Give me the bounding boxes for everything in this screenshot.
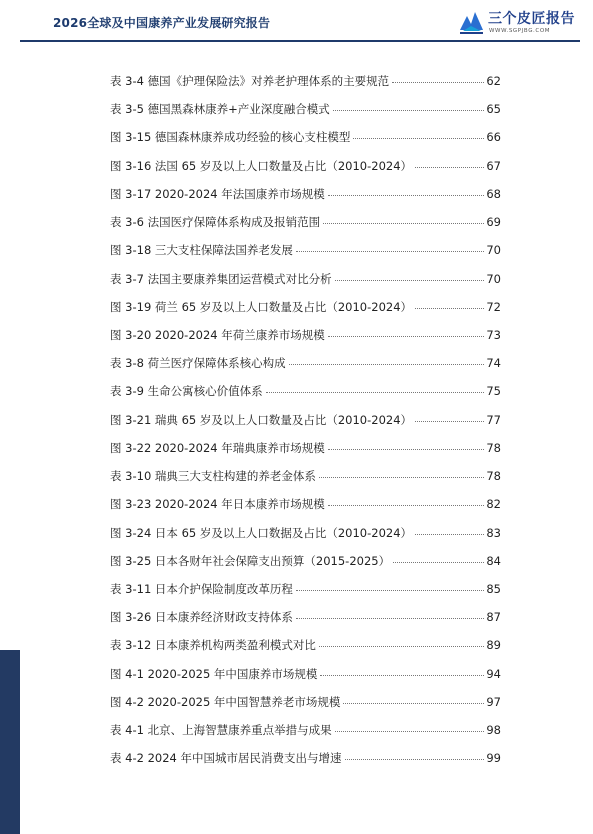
toc-leader-dots [320,674,484,676]
toc-entry-label: 图 3-18 三大支柱保障法国养老发展 [110,243,293,258]
toc-entry-page: 65 [486,102,501,117]
toc-leader-dots [319,645,484,647]
toc-entry-label: 图 3-16 法国 65 岁及以上人口数量及占比（2010-2024） [110,158,413,173]
toc-entry-page: 98 [486,723,501,738]
brand-logo [457,6,585,36]
left-margin [0,44,20,650]
toc-entry-page: 62 [486,74,501,88]
logo-url: WWW.SGPJBG.COM [489,28,551,34]
toc-entry[interactable] [110,101,501,129]
toc-leader-dots [319,476,484,478]
toc-entry[interactable] [110,581,501,609]
toc-entry-page: 78 [486,469,501,484]
toc-entry-page: 66 [486,130,501,145]
toc-leader-dots [415,533,484,535]
toc-entry[interactable] [110,158,501,186]
toc-entry-page: 67 [486,158,501,173]
page-header [0,0,593,44]
toc-leader-dots [343,702,484,704]
toc-leader-dots [415,420,484,422]
toc-entry-page: 74 [486,356,501,371]
toc-leader-dots [328,335,485,337]
toc-entry[interactable] [110,242,501,270]
toc-entry-label: 表 3-11 日本介护保险制度改革历程 [110,581,293,596]
toc-entry-label: 图 3-17 2020-2024 年法国康养市场规模 [110,186,325,201]
toc-entry-label: 图 3-19 荷兰 65 岁及以上人口数量及占比（2010-2024） [110,299,413,314]
toc-entry-page: 87 [486,610,501,625]
toc-entry[interactable] [110,666,501,694]
toc-entry[interactable] [110,468,501,496]
toc-entry-page: 78 [486,440,501,455]
toc-leader-dots [415,166,484,168]
toc-entry-page: 94 [486,666,501,681]
toc-entry-page: 69 [486,215,501,230]
toc-entry[interactable] [110,496,501,524]
toc-leader-dots [392,81,484,83]
logo-name: 三个皮匠报告 [488,11,575,27]
toc-entry-label: 图 3-23 2020-2024 年日本康养市场规模 [110,497,325,512]
toc-entry-page: 83 [486,525,501,540]
toc-leader-dots [335,279,485,281]
toc-entry-label: 表 3-10 瑞典三大支柱构建的养老金体系 [110,469,316,484]
toc-entry-page: 97 [486,694,501,709]
toc-entry[interactable] [110,299,501,327]
toc-entry-label: 图 3-20 2020-2024 年荷兰康养市场规模 [110,327,325,342]
toc-entry-label: 图 4-2 2020-2025 年中国智慧养老市场规模 [110,694,341,709]
toc-leader-dots [289,363,485,365]
toc-leader-dots [328,448,485,450]
toc-entry-label: 表 3-8 荷兰医疗保障体系核心构成 [110,356,286,371]
header-rule [20,40,580,42]
toc-leader-dots [296,250,484,252]
toc-entry-label: 表 3-5 德国黑森林康养+产业深度融合模式 [110,102,330,117]
toc-entry-page: 84 [486,553,501,568]
toc-entry-page: 99 [486,751,501,766]
toc-entry-label: 表 3-12 日本康养机构两类盈利模式对比 [110,638,316,653]
toc-entry-label: 表 3-4 德国《护理保险法》对养老护理体系的主要规范 [110,74,390,88]
toc-leader-dots [415,307,484,309]
toc-leader-dots [328,504,485,506]
toc-entry[interactable] [110,694,501,722]
toc-entry[interactable] [110,73,501,101]
toc-entry-label: 图 3-25 日本各财年社会保障支出预算（2015-2025） [110,553,391,568]
left-accent-bar [0,650,20,834]
toc-list [110,73,501,778]
toc-entry[interactable] [110,750,501,778]
toc-entry-label: 图 3-15 德国森林康养成功经验的核心支柱模型 [110,130,351,145]
toc-entry-page: 72 [486,299,501,314]
toc-entry[interactable] [110,355,501,383]
toc-leader-dots [335,730,485,732]
toc-leader-dots [345,758,485,760]
toc-leader-dots [296,617,484,619]
toc-entry-label: 表 3-6 法国医疗保障体系构成及报销范围 [110,215,321,230]
toc-leader-dots [393,561,484,563]
toc-entry-label: 表 4-2 2024 年中国城市居民消费支出与增速 [110,751,342,766]
toc-entry-page: 89 [486,638,501,653]
toc-entry[interactable] [110,383,501,411]
toc-entry-label: 表 4-1 北京、上海智慧康养重点举措与成果 [110,723,332,738]
toc-entry[interactable] [110,186,501,214]
toc-leader-dots [333,109,485,111]
toc-entry[interactable] [110,609,501,637]
toc-entry[interactable] [110,553,501,581]
toc-entry-page: 82 [486,497,501,512]
toc-entry[interactable] [110,214,501,242]
toc-entry-page: 77 [486,412,501,427]
toc-entry-page: 75 [486,384,501,399]
toc-entry-label: 图 4-1 2020-2025 年中国康养市场规模 [110,666,318,681]
toc-entry-label: 表 3-7 法国主要康养集团运营模式对比分析 [110,271,332,286]
toc-entry[interactable] [110,129,501,157]
toc-entry[interactable] [110,412,501,440]
toc-entry-page: 85 [486,581,501,596]
toc-leader-dots [353,137,484,139]
toc-leader-dots [328,194,485,196]
toc-entry-page: 68 [486,186,501,201]
report-title: 2026全球及中国康养产业发展研究报告 [53,16,271,30]
toc-entry[interactable] [110,525,501,553]
toc-entry-label: 图 3-26 日本康养经济财政支持体系 [110,610,293,625]
toc-entry[interactable] [110,440,501,468]
toc-entry-label: 图 3-22 2020-2024 年瑞典康养市场规模 [110,440,325,455]
toc-entry-label: 表 3-9 生命公寓核心价值体系 [110,384,263,399]
toc-entry[interactable] [110,722,501,750]
toc-entry[interactable] [110,327,501,355]
toc-entry-label: 图 3-21 瑞典 65 岁及以上人口数量及占比（2010-2024） [110,412,413,427]
toc-entry-page: 70 [486,243,501,258]
toc-leader-dots [266,391,485,393]
toc-entry[interactable] [110,271,501,299]
toc-entry[interactable] [110,637,501,665]
toc-entry-page: 70 [486,271,501,286]
toc-leader-dots [296,589,484,591]
toc-entry-label: 图 3-24 日本 65 岁及以上人口数据及占比（2010-2024） [110,525,413,540]
toc-entry-page: 73 [486,327,501,342]
toc-leader-dots [323,222,484,224]
logo-icon [457,6,487,36]
